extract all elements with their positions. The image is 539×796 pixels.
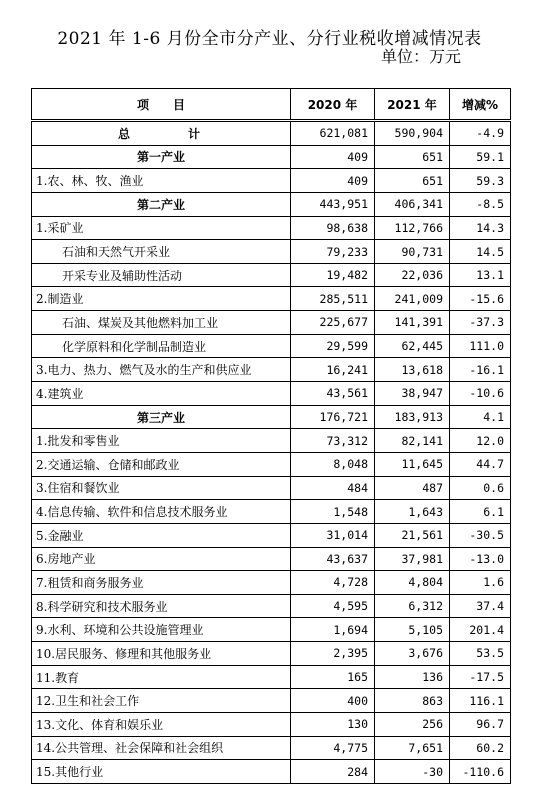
row-value-2020: 1,694 [291, 618, 375, 642]
table-row [32, 287, 511, 311]
row-name: 石油和天然气开采业 [32, 240, 291, 264]
row-value-2020: 43,637 [291, 547, 375, 571]
header-2020: 2020 年 [291, 89, 375, 121]
row-name: 1.农、林、牧、渔业 [32, 169, 291, 193]
row-value-2020: 225,677 [291, 311, 375, 335]
row-change-pct: 6.1 [450, 500, 511, 524]
row-name: 4.信息传输、软件和信息技术服务业 [32, 500, 291, 524]
row-name: 5.金融业 [32, 523, 291, 547]
header-change-pct: 增减% [450, 89, 511, 121]
row-value-2021: 11,645 [375, 452, 450, 476]
row-change-pct: 59.3 [450, 169, 511, 193]
row-value-2021: 651 [375, 169, 450, 193]
row-change-pct: -17.5 [450, 665, 511, 689]
table-row [32, 760, 511, 784]
row-change-pct: -10.6 [450, 382, 511, 406]
row-change-pct: 1.6 [450, 571, 511, 595]
row-value-2021: 6,312 [375, 594, 450, 618]
table-row [32, 121, 511, 146]
row-value-2021: 651 [375, 145, 450, 169]
row-name: 9.水利、环境和公共设施管理业 [32, 618, 291, 642]
row-value-2020: 621,081 [291, 121, 375, 146]
table-row [32, 452, 511, 476]
row-name: 石油、煤炭及其他燃料加工业 [32, 311, 291, 335]
row-value-2020: 484 [291, 476, 375, 500]
row-value-2021: 13,618 [375, 358, 450, 382]
header-item: 项 目 [32, 89, 291, 121]
row-value-2020: 285,511 [291, 287, 375, 311]
table-row [32, 192, 511, 216]
row-value-2020: 43,561 [291, 382, 375, 406]
row-value-2021: -30 [375, 760, 450, 784]
row-value-2020: 400 [291, 689, 375, 713]
row-name: 2.制造业 [32, 287, 291, 311]
row-name: 2.交通运输、仓储和邮政业 [32, 452, 291, 476]
row-change-pct: 201.4 [450, 618, 511, 642]
row-value-2021: 863 [375, 689, 450, 713]
row-name: 1.批发和零售业 [32, 429, 291, 453]
tax-table [31, 88, 511, 784]
table-row [32, 240, 511, 264]
row-value-2021: 62,445 [375, 334, 450, 358]
table-row [32, 736, 511, 760]
row-name: 第三产业 [32, 405, 291, 429]
report-title: 2021 年 1-6 月份全市分产业、分行业税收增减情况表 [57, 29, 482, 49]
row-name: 11.教育 [32, 665, 291, 689]
row-name: 总计 [32, 121, 291, 146]
row-change-pct: 14.3 [450, 216, 511, 240]
row-value-2020: 409 [291, 145, 375, 169]
row-name: 第二产业 [32, 192, 291, 216]
row-value-2020: 1,548 [291, 500, 375, 524]
row-value-2020: 443,951 [291, 192, 375, 216]
row-value-2021: 112,766 [375, 216, 450, 240]
row-name: 7.租赁和商务服务业 [32, 571, 291, 595]
row-value-2020: 4,775 [291, 736, 375, 760]
row-value-2021: 141,391 [375, 311, 450, 335]
row-change-pct: -15.6 [450, 287, 511, 311]
row-name: 1.采矿业 [32, 216, 291, 240]
row-value-2021: 90,731 [375, 240, 450, 264]
table-row [32, 358, 511, 382]
table-header-row [32, 89, 511, 121]
row-name: 第一产业 [32, 145, 291, 169]
row-value-2021: 4,804 [375, 571, 450, 595]
table-row [32, 713, 511, 737]
row-change-pct: 0.6 [450, 476, 511, 500]
row-name: 10.居民服务、修理和其他服务业 [32, 642, 291, 666]
row-value-2021: 37,981 [375, 547, 450, 571]
row-change-pct: -30.5 [450, 523, 511, 547]
row-change-pct: 96.7 [450, 713, 511, 737]
row-change-pct: 13.1 [450, 263, 511, 287]
row-change-pct: 60.2 [450, 736, 511, 760]
row-value-2021: 22,036 [375, 263, 450, 287]
row-value-2021: 7,651 [375, 736, 450, 760]
table-row [32, 476, 511, 500]
row-value-2020: 29,599 [291, 334, 375, 358]
row-value-2021: 1,643 [375, 500, 450, 524]
table-row [32, 145, 511, 169]
row-value-2021: 82,141 [375, 429, 450, 453]
row-value-2021: 3,676 [375, 642, 450, 666]
row-name: 开采专业及辅助性活动 [32, 263, 291, 287]
row-name: 4.建筑业 [32, 382, 291, 406]
row-name: 14.公共管理、社会保障和社会组织 [32, 736, 291, 760]
row-value-2020: 79,233 [291, 240, 375, 264]
row-value-2020: 8,048 [291, 452, 375, 476]
row-value-2021: 241,009 [375, 287, 450, 311]
row-change-pct: 111.0 [450, 334, 511, 358]
table-row [32, 429, 511, 453]
row-name: 3.电力、热力、燃气及水的生产和供应业 [32, 358, 291, 382]
table-row [32, 689, 511, 713]
row-value-2021: 5,105 [375, 618, 450, 642]
row-value-2021: 590,904 [375, 121, 450, 146]
table-row [32, 169, 511, 193]
row-name: 化学原料和化学制品制造业 [32, 334, 291, 358]
row-value-2021: 256 [375, 713, 450, 737]
row-value-2020: 284 [291, 760, 375, 784]
row-value-2020: 130 [291, 713, 375, 737]
table-row [32, 216, 511, 240]
row-value-2020: 16,241 [291, 358, 375, 382]
row-value-2020: 19,482 [291, 263, 375, 287]
table-row [32, 642, 511, 666]
table-row [32, 334, 511, 358]
row-change-pct: -8.5 [450, 192, 511, 216]
row-name: 15.其他行业 [32, 760, 291, 784]
table-row [32, 594, 511, 618]
table-row [32, 311, 511, 335]
row-value-2020: 176,721 [291, 405, 375, 429]
table-row [32, 618, 511, 642]
header-2021: 2021 年 [375, 89, 450, 121]
row-value-2020: 165 [291, 665, 375, 689]
row-change-pct: -13.0 [450, 547, 511, 571]
row-value-2021: 21,561 [375, 523, 450, 547]
row-name: 6.房地产业 [32, 547, 291, 571]
row-value-2020: 2,395 [291, 642, 375, 666]
table-row [32, 500, 511, 524]
table-row [32, 382, 511, 406]
row-value-2020: 409 [291, 169, 375, 193]
row-change-pct: 59.1 [450, 145, 511, 169]
row-value-2020: 4,728 [291, 571, 375, 595]
table-row [32, 571, 511, 595]
row-value-2020: 31,014 [291, 523, 375, 547]
row-change-pct: -110.6 [450, 760, 511, 784]
row-value-2021: 406,341 [375, 192, 450, 216]
table-row [32, 523, 511, 547]
table-row [32, 405, 511, 429]
table-row [32, 547, 511, 571]
row-change-pct: 12.0 [450, 429, 511, 453]
row-change-pct: 14.5 [450, 240, 511, 264]
row-value-2020: 73,312 [291, 429, 375, 453]
row-change-pct: -16.1 [450, 358, 511, 382]
row-value-2021: 487 [375, 476, 450, 500]
row-value-2020: 4,595 [291, 594, 375, 618]
row-value-2021: 38,947 [375, 382, 450, 406]
row-change-pct: 116.1 [450, 689, 511, 713]
row-name: 12.卫生和社会工作 [32, 689, 291, 713]
row-value-2020: 98,638 [291, 216, 375, 240]
row-change-pct: -37.3 [450, 311, 511, 335]
row-value-2021: 183,913 [375, 405, 450, 429]
table-row [32, 665, 511, 689]
table-row [32, 263, 511, 287]
row-change-pct: 53.5 [450, 642, 511, 666]
row-change-pct: -4.9 [450, 121, 511, 146]
row-value-2021: 136 [375, 665, 450, 689]
unit-label: 单位：万元 [380, 47, 461, 66]
row-name: 8.科学研究和技术服务业 [32, 594, 291, 618]
row-name: 13.文化、体育和娱乐业 [32, 713, 291, 737]
row-change-pct: 37.4 [450, 594, 511, 618]
table-body [32, 121, 511, 784]
row-change-pct: 4.1 [450, 405, 511, 429]
row-name: 3.住宿和餐饮业 [32, 476, 291, 500]
row-change-pct: 44.7 [450, 452, 511, 476]
